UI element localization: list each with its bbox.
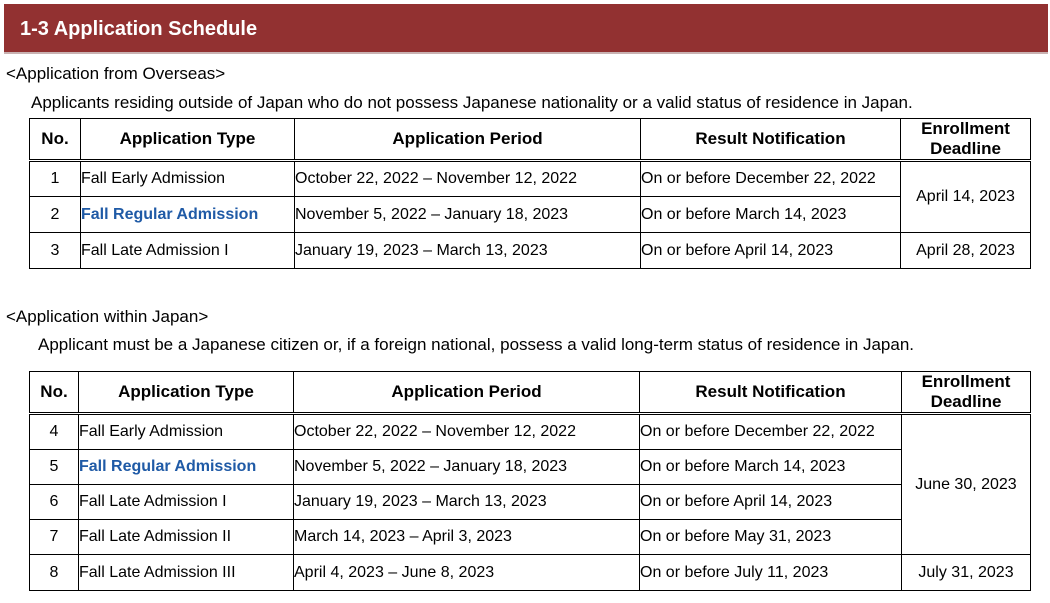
row-result-notification: On or before December 22, 2022 [641, 161, 901, 197]
row-result-notification: On or before May 31, 2023 [640, 520, 902, 555]
row-result-notification: On or before April 14, 2023 [640, 485, 902, 520]
row-no: 5 [30, 450, 79, 485]
header-application-period: Application Period [295, 119, 641, 161]
row-application-period: November 5, 2022 – January 18, 2023 [295, 197, 641, 233]
header-application-period: Application Period [294, 372, 640, 414]
row-result-notification: On or before April 14, 2023 [641, 233, 901, 269]
table-row [30, 197, 1031, 233]
table-row [30, 414, 1031, 450]
row-application-period: January 19, 2023 – March 13, 2023 [295, 233, 641, 269]
row-enrollment-deadline: July 31, 2023 [902, 555, 1031, 591]
row-no: 4 [30, 414, 79, 450]
header-application-type: Application Type [81, 119, 295, 161]
header-no: No. [30, 372, 79, 414]
japan-schedule-table [29, 371, 1031, 591]
row-application-period: November 5, 2022 – January 18, 2023 [294, 450, 640, 485]
row-application-period: October 22, 2022 – November 12, 2022 [294, 414, 640, 450]
header-enrollment-line1: Enrollment [921, 119, 1010, 138]
row-enrollment-deadline: June 30, 2023 [902, 414, 1031, 555]
table-row [30, 520, 1031, 555]
header-enrollment-line2: Deadline [930, 392, 1002, 411]
table-row [30, 233, 1031, 269]
row-result-notification: On or before March 14, 2023 [641, 197, 901, 233]
header-no: No. [30, 119, 81, 161]
row-application-type: Fall Late Admission II [79, 520, 294, 555]
row-application-type: Fall Late Admission I [79, 485, 294, 520]
table-row [30, 555, 1031, 591]
table-row [30, 485, 1031, 520]
table-header-row [30, 372, 1031, 414]
row-result-notification: On or before March 14, 2023 [640, 450, 902, 485]
row-application-type: Fall Early Admission [79, 414, 294, 450]
row-enrollment-deadline: April 14, 2023 [901, 161, 1031, 233]
table-row [30, 450, 1031, 485]
japan-eligibility-note: Applicant must be a Japanese citizen or, if a foreign national, possess a valid long-term status of residence in Japan. [38, 335, 914, 354]
table-row [30, 161, 1031, 197]
row-application-type: Fall Late Admission III [79, 555, 294, 591]
row-application-type: Fall Late Admission I [81, 233, 295, 269]
section-title: 1-3 Application Schedule [20, 18, 258, 40]
header-enrollment-deadline [902, 372, 1031, 414]
row-result-notification: On or before December 22, 2022 [640, 414, 902, 450]
row-no: 2 [30, 197, 81, 233]
table-header-row [30, 119, 1031, 161]
row-no: 8 [30, 555, 79, 591]
header-enrollment-line2: Deadline [930, 139, 1001, 158]
japan-section-label: <Application within Japan> [6, 307, 209, 326]
overseas-section-label: <Application from Overseas> [6, 64, 226, 83]
row-result-notification: On or before July 11, 2023 [640, 555, 902, 591]
row-application-period: April 4, 2023 – June 8, 2023 [294, 555, 640, 591]
section-title-bar [4, 4, 1048, 54]
header-result-notification: Result Notification [641, 119, 901, 161]
row-no: 6 [30, 485, 79, 520]
overseas-eligibility-note: Applicants residing outside of Japan who do not possess Japanese nationality or a valid status of residence in Japan. [31, 93, 913, 112]
row-application-type: Fall Early Admission [81, 161, 295, 197]
row-application-period: October 22, 2022 – November 12, 2022 [295, 161, 641, 197]
overseas-schedule-table [29, 118, 1031, 269]
row-application-period: March 14, 2023 – April 3, 2023 [294, 520, 640, 555]
row-enrollment-deadline: April 28, 2023 [901, 233, 1031, 269]
fall-regular-admission-link[interactable]: Fall Regular Admission [79, 458, 257, 475]
header-application-type: Application Type [79, 372, 294, 414]
header-enrollment-deadline [901, 119, 1031, 161]
row-application-type[interactable] [81, 197, 295, 233]
fall-regular-admission-link[interactable]: Fall Regular Admission [81, 205, 259, 223]
row-application-period: January 19, 2023 – March 13, 2023 [294, 485, 640, 520]
row-application-type[interactable] [79, 450, 294, 485]
header-enrollment-line1: Enrollment [921, 372, 1011, 391]
row-no: 1 [30, 161, 81, 197]
row-no: 3 [30, 233, 81, 269]
row-no: 7 [30, 520, 79, 555]
header-result-notification: Result Notification [640, 372, 902, 414]
